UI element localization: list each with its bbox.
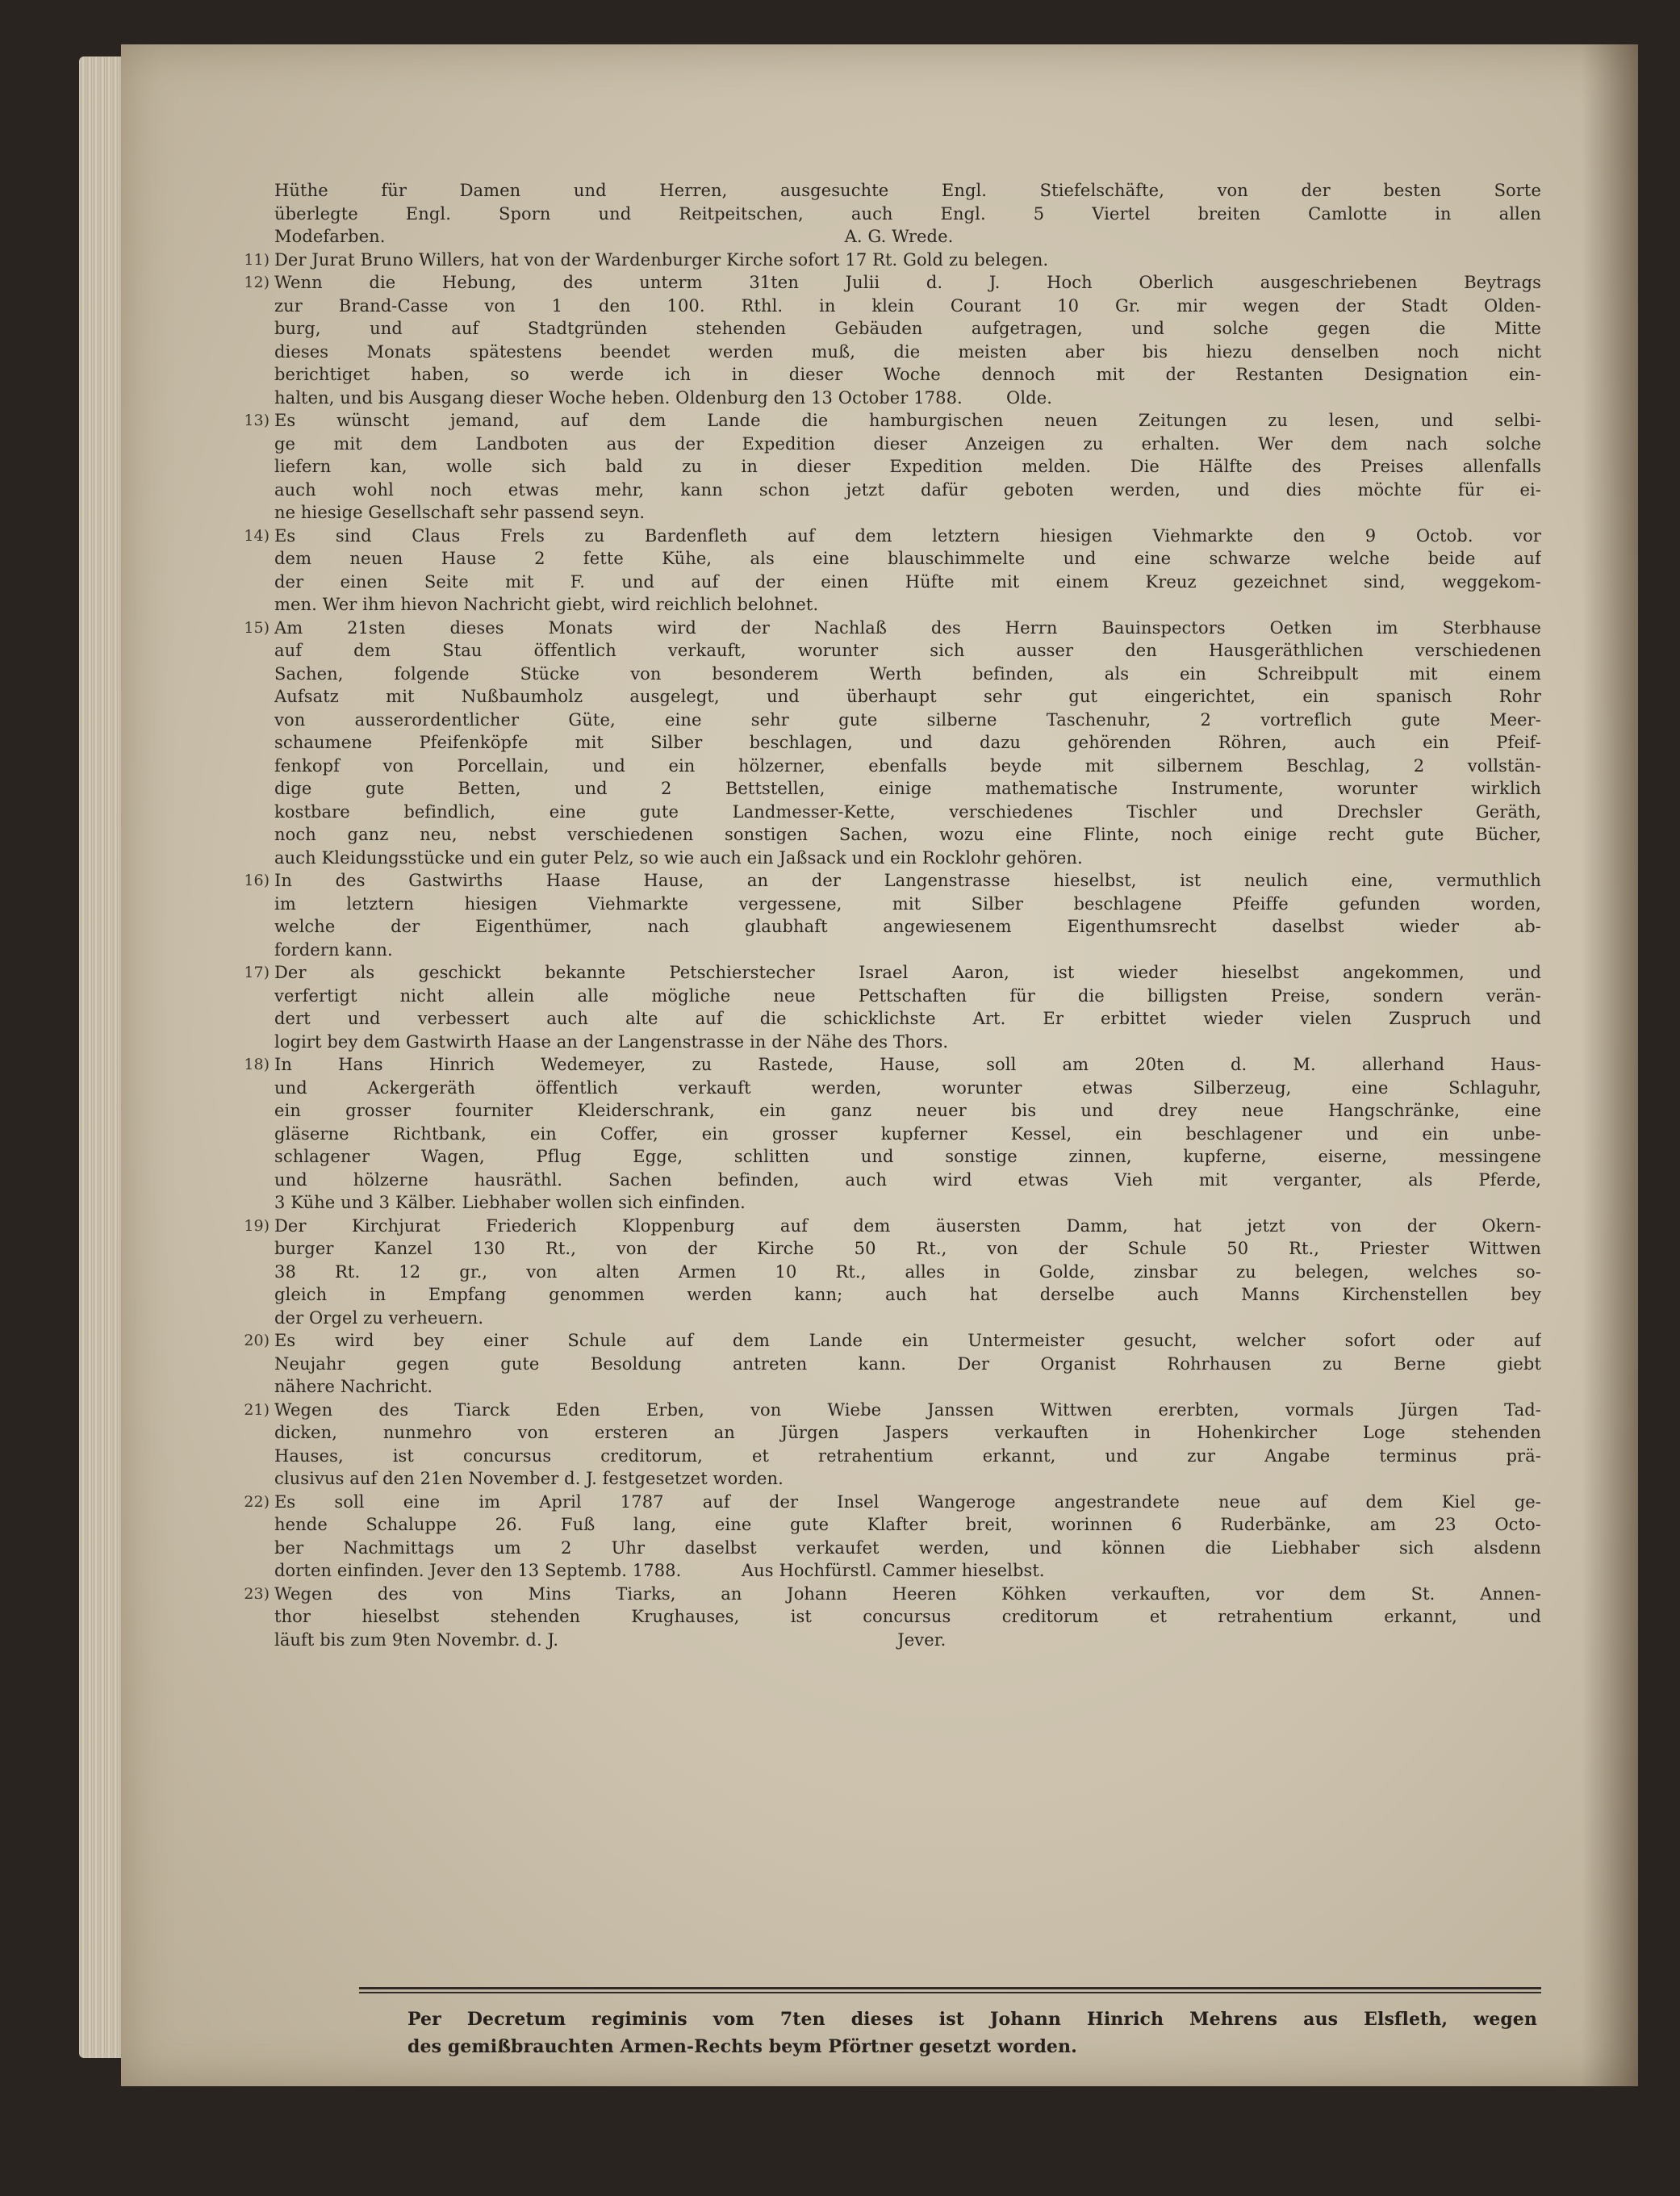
text-line: Der Jurat Bruno Willers, hat von der Wardenburger Kirche sofort 17 Rt. Gold zu belegen. (274, 249, 1049, 270)
text-line: gleich in Empfang genommen werden kann; auch hat derselbe auch Manns Kirchenstellen bey (274, 1285, 1541, 1304)
entry-number: 11) (244, 250, 270, 269)
text-line: dorten einfinden. Jever den 13 Septemb. 1788. Aus Hochfürstl. Cammer hieselbst. (274, 1561, 1045, 1580)
text-line: Modefarben. A. G. Wrede. (274, 227, 954, 246)
text-line: logirt bey dem Gastwirth Haase an der Langenstrasse in der Nähe des Thors. (274, 1031, 949, 1052)
announcement-entry (244, 961, 1541, 1053)
text-line: ne hiesige Gesellschaft sehr passend seyn. (274, 503, 646, 522)
text-line: schlagener Wagen, Pflug Egge, schlitten und sonstige zinnen, kupferne, eiserne, messingene (274, 1147, 1541, 1166)
announcement-entry (244, 1053, 1541, 1215)
entry-number: 14) (244, 526, 270, 545)
text-line: verfertigt nicht allein alle mögliche neue Pettschaften für die billigsten Preise, sondern verän- (274, 985, 1541, 1006)
entry-number: 19) (244, 1216, 270, 1235)
text-line: nähere Nachricht. (274, 1377, 433, 1396)
text-line: Der als geschickt bekannte Petschierstecher Israel Aaron, ist wieder hieselbst angekommen, und (274, 963, 1541, 982)
text-line: noch ganz neu, nebst verschiedenen sonstigen Sachen, wozu eine Flinte, noch einige recht gute Bücher, (274, 825, 1541, 844)
text-line: auch wohl noch etwas mehr, kann schon jetzt dafür geboten werden, und dies möchte für ei- (274, 479, 1541, 500)
text-line: men. Wer ihm hievon Nachricht giebt, wird reichlich belohnet. (274, 595, 819, 614)
section-divider-double (359, 1992, 1541, 1993)
text-line: des gemißbrauchten Armen-Rechts beym Pförtner gesetzt worden. (407, 2036, 1077, 2057)
text-line: In Hans Hinrich Wedemeyer, zu Rastede, Hause, soll am 20ten d. M. allerhand Haus- (274, 1055, 1541, 1074)
entry-number: 15) (244, 618, 270, 637)
text-line: zur Brand-Casse von 1 den 100. Rthl. in klein Courant 10 Gr. mir wegen der Stadt Olden- (274, 295, 1541, 316)
entries-list (244, 249, 1541, 1652)
announcement-entry (244, 869, 1541, 961)
section-divider (359, 1987, 1541, 1989)
text-line: hende Schaluppe 26. Fuß lang, eine gute Klafter breit, worinnen 6 Ruderbänke, am 23 Octo- (274, 1515, 1541, 1534)
text-line: Es wird bey einer Schule auf dem Lande ein Untermeister gesucht, welcher sofort oder auf (274, 1331, 1541, 1350)
text-line: Es soll eine im April 1787 auf der Insel Wangeroge angestrandete neue auf dem Kiel ge- (274, 1491, 1541, 1512)
entry-number: 20) (244, 1332, 270, 1349)
text-line: gläserne Richtbank, ein Coffer, ein grosser kupferner Kessel, ein beschlagener und ein unbe- (274, 1123, 1541, 1144)
text-line: Hüthe für Damen und Herren, ausgesuchte Engl. Stiefelschäfte, von der besten Sorte (274, 181, 1541, 200)
entry-number: 21) (244, 1400, 270, 1419)
entry-number: 12) (244, 274, 270, 291)
text-line: kostbare befindlich, eine gute Landmesser-Kette, verschiedenes Tischler und Drechsler Geräth, (274, 801, 1541, 822)
text-line: überlegte Engl. Sporn und Reitpeitschen, auch Engl. 5 Viertel breiten Camlotte in allen (274, 203, 1541, 224)
text-line: Wenn die Hebung, des unterm 31ten Julii d. J. Hoch Oberlich ausgeschriebenen Beytrags (274, 273, 1541, 292)
text-line: ber Nachmittags um 2 Uhr daselbst verkaufet werden, und können die Liebhaber sich alsdenn (274, 1537, 1541, 1558)
text-line: ge mit dem Landboten aus der Expedition dieser Anzeigen zu erhalten. Wer dem nach solche (274, 433, 1541, 454)
text-line: fordern kann. (274, 939, 393, 960)
text-line: Wegen des Tiarck Eden Erben, von Wiebe Janssen Wittwen ererbten, vormals Jürgen Tad- (274, 1399, 1541, 1420)
page-gutter-shadow (1582, 44, 1638, 2086)
text-line: Es wünscht jemand, auf dem Lande die hamburgischen neuen Zeitungen zu lesen, und selbi- (274, 411, 1541, 430)
announcement-entry (244, 1399, 1541, 1491)
text-line: Am 21sten dieses Monats wird der Nachlaß des Herrn Bauinspectors Oetken im Sterbhause (274, 617, 1541, 638)
entry-number: 13) (244, 412, 270, 429)
text-line: ein grosser fourniter Kleiderschrank, ein ganz neuer bis und drey neue Hangschränke, eine (274, 1101, 1541, 1120)
text-line: Der Kirchjurat Friederich Kloppenburg auf dem äusersten Damm, hat jetzt von der Okern- (274, 1215, 1541, 1236)
text-line: In des Gastwirths Haase Hause, an der Langenstrasse hieselbst, ist neulich eine, vermuthlich (274, 871, 1541, 890)
text-line: Wegen des von Mins Tiarks, an Johann Heeren Köhken verkauften, vor dem St. Annen- (274, 1583, 1541, 1604)
text-line: dicken, nunmehro von ersteren an Jürgen Jaspers verkauften in Hohenkircher Loge stehenden (274, 1423, 1541, 1442)
text-line: Sachen, folgende Stücke von besonderem Werth befinden, als ein Schreibpult mit einem (274, 663, 1541, 684)
entry-continuation (274, 179, 1541, 249)
announcement-entry (244, 409, 1541, 525)
text-line: thor hieselbst stehenden Krughauses, ist concursus creditorum et retrahentium erkannt, und (274, 1607, 1541, 1626)
text-line: und hölzerne hausräthl. Sachen befinden, auch wird etwas Vieh mit verganter, als Pferde, (274, 1169, 1541, 1190)
text-line: läuft bis zum 9ten Novembr. d. J. Jever. (274, 1629, 947, 1650)
text-line: burg, und auf Stadtgründen stehenden Gebäuden aufgetragen, und solche gegen die Mitte (274, 319, 1541, 338)
text-line: berichtiget haben, so werde ich in dieser Woche dennoch mit der Restanten Designation ein- (274, 365, 1541, 384)
text-line: im letztern hiesigen Viehmarkte vergessene, mit Silber beschlagene Pfeiffe gefunden worden, (274, 893, 1541, 914)
decree-notice (407, 2006, 1537, 2060)
entry-number: 22) (244, 1492, 270, 1511)
announcement-entry (244, 1329, 1541, 1399)
text-line: von ausserordentlicher Güte, eine sehr gute silberne Taschenuhr, 2 vortreflich gute Meer- (274, 709, 1541, 730)
announcement-entry (244, 525, 1541, 617)
text-line: Hauses, ist concursus creditorum, et retrahentium erkannt, und zur Angabe terminus prä- (274, 1445, 1541, 1466)
text-line: burger Kanzel 130 Rt., von der Kirche 50 Rt., von der Schule 50 Rt., Priester Wittwen (274, 1239, 1541, 1258)
text-line: Aufsatz mit Nußbaumholz ausgelegt, und überhaupt sehr gut eingerichtet, ein spanisch Rohr (274, 687, 1541, 706)
text-line: 3 Kühe und 3 Kälber. Liebhaber wollen sich einfinden. (274, 1193, 746, 1212)
text-line: dem neuen Hause 2 fette Kühe, als eine blauschimmelte und eine schwarze welche beide auf (274, 549, 1541, 568)
text-line: fenkopf von Porcellain, und ein hölzerner, ebenfalls beyde mit silbernem Beschlag, 2 vollstän- (274, 755, 1541, 776)
announcement-entry (244, 249, 1541, 272)
announcements-column (244, 179, 1541, 1651)
text-line: dieses Monats spätestens beendet werden muß, die meisten aber bis hiezu denselben noch nicht (274, 341, 1541, 362)
announcement-entry (244, 617, 1541, 870)
text-line: auf dem Stau öffentlich verkauft, worunter sich ausser den Hausgeräthlichen verschiedenen (274, 641, 1541, 660)
announcement-entry (244, 1215, 1541, 1330)
text-line: liefern kan, wolle sich bald zu in dieser Expedition melden. Die Hälfte des Preises allenfalls (274, 457, 1541, 476)
text-line: Per Decretum regiminis vom 7ten dieses ist Johann Hinrich Mehrens aus Elsfleth, wegen (407, 2009, 1537, 2030)
entry-number: 17) (244, 964, 270, 981)
text-line: Neujahr gegen gute Besoldung antreten kann. Der Organist Rohrhausen zu Berne giebt (274, 1353, 1541, 1374)
text-line: dige gute Betten, und 2 Bettstellen, einige mathematische Instrumente, worunter wirklich (274, 779, 1541, 798)
text-line: 38 Rt. 12 gr., von alten Armen 10 Rt., alles in Golde, zinsbar zu belegen, welches so- (274, 1261, 1541, 1282)
text-line: dert und verbessert auch alte auf die schicklichste Art. Er erbittet wieder vielen Zuspruch und (274, 1009, 1541, 1028)
entry-number: 23) (244, 1584, 270, 1603)
text-line: der Orgel zu verheuern. (274, 1307, 484, 1328)
text-line: clusivus auf den 21en November d. J. festgesetzet worden. (274, 1469, 784, 1488)
text-line: Es sind Claus Frels zu Bardenfleth auf dem letztern hiesigen Viehmarkte den 9 Octob. vor (274, 525, 1541, 546)
text-line: auch Kleidungsstücke und ein guter Pelz, so wie auch ein Jaßsack und ein Rocklohr gehören. (274, 847, 1083, 868)
entry-number: 16) (244, 872, 270, 889)
announcement-entry (244, 1491, 1541, 1583)
announcement-entry (244, 1583, 1541, 1652)
announcement-entry (244, 271, 1541, 409)
text-line: schaumene Pfeifenköpfe mit Silber beschlagen, und dazu gehörenden Röhren, auch ein Pfeif- (274, 733, 1541, 752)
text-line: welche der Eigenthümer, nach glaubhaft angewiesenem Eigenthumsrecht daselbst wieder ab- (274, 917, 1541, 936)
text-line: der einen Seite mit F. und auf der einen Hüfte mit einem Kreuz gezeichnet sind, weggekom- (274, 571, 1541, 592)
entry-number: 18) (244, 1056, 270, 1073)
text-line: halten, und bis Ausgang dieser Woche heben. Oldenburg den 13 October 1788. Olde. (274, 387, 1053, 408)
text-line: und Ackergeräth öffentlich verkauft werden, worunter etwas Silberzeug, eine Schlaguhr, (274, 1077, 1541, 1098)
